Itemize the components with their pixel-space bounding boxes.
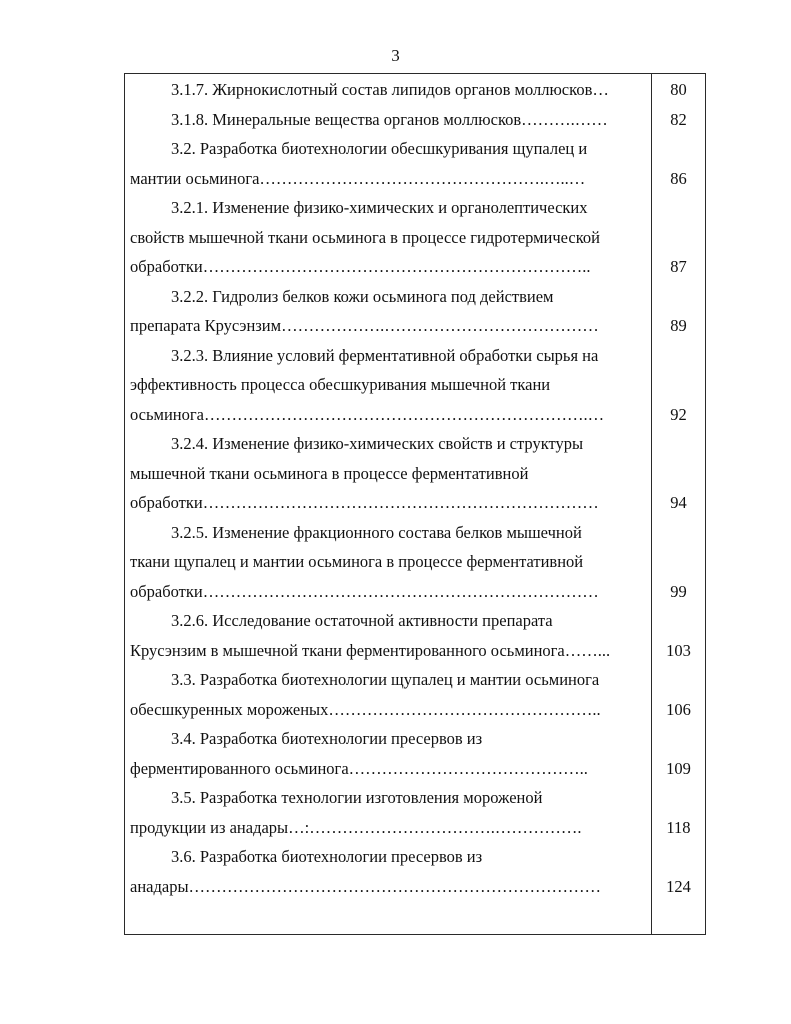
toc-page-ref: 103: [666, 640, 691, 660]
toc-entry-title: 3.1.8. Минеральные вещества органов моллюсков……….……: [171, 109, 608, 129]
toc-entry-continuation: обработки……………………………………………………………..: [130, 257, 591, 276]
toc-entry-title: 3.2.3. Влияние условий ферментативной обработки сырья на: [171, 345, 599, 365]
toc-entry-continuation: продукции из анадары…:…………………………….…………….: [130, 817, 582, 837]
toc-entry-title: 3.2.6. Исследование остаточной активности препарата: [171, 611, 553, 630]
toc-entry-continuation: обесшкуренных мороженых…………………………………………..: [130, 699, 601, 719]
toc-entry: [130, 429, 645, 518]
toc-entry-title: 3.2.4. Изменение физико-химических свойств и структуры: [171, 434, 584, 453]
toc-entry-continuation: осьминога…………………………………………………………….…: [130, 404, 605, 424]
toc-entry-title: 3.2. Разработка биотехнологии обесшкуривания щупалец и: [171, 139, 588, 158]
toc-entry-continuation: обработки………………………………………………………………: [130, 581, 599, 601]
toc-page-ref: 82: [670, 109, 687, 129]
toc-entry: [130, 665, 645, 724]
toc-entry-title: 3.6. Разработка биотехнологии пресервов из: [171, 847, 483, 866]
toc-entry-title: 3.2.2. Гидролиз белков кожи осьминога под действием: [171, 286, 554, 306]
toc-entry: [130, 724, 645, 783]
toc-entry-title: 3.2.5. Изменение фракционного состава белков мышечной: [171, 522, 582, 542]
toc-entry-title: 3.3. Разработка биотехнологии щупалец и мантии осьминога: [171, 670, 600, 689]
toc-page-ref: 92: [670, 404, 687, 424]
toc-page-ref: 118: [666, 817, 691, 837]
toc-page-ref: 86: [670, 168, 687, 188]
toc-entry: [130, 282, 645, 341]
toc-entry: [130, 75, 645, 105]
toc-page-ref: 106: [666, 699, 691, 719]
toc-entry: [130, 193, 645, 282]
toc-entry-title: 3.4. Разработка биотехнологии пресервов из: [171, 729, 483, 748]
toc-page-ref: 87: [670, 257, 687, 276]
toc-page-ref: 124: [666, 876, 691, 896]
toc-page-ref: 89: [670, 316, 687, 335]
toc-entry: [130, 134, 645, 193]
toc-page-ref: 109: [666, 758, 691, 778]
toc-entry-title: 3.2.1. Изменение физико-химических и органолептических: [171, 198, 588, 217]
toc-page-ref: 99: [670, 581, 687, 601]
toc-entry: [130, 105, 645, 135]
toc-entry-continuation: свойств мышечной ткани осьминога в процессе гидротермической: [130, 227, 600, 247]
toc-entry: [130, 606, 645, 665]
toc-entry-continuation: ткани щупалец и мантии осьминога в процессе ферментативной: [130, 552, 584, 571]
toc-entry-continuation: препарата Крусэнзим……………….…………………………………: [130, 316, 599, 335]
toc-entry-continuation: мышечной ткани осьминога в процессе ферментативной: [130, 463, 529, 483]
toc-entry-continuation: ферментированного осьминога……………………………………..: [130, 758, 588, 778]
toc-entry-title: 3.5. Разработка технологии изготовления мороженой: [171, 788, 543, 807]
toc-entry-continuation: анадары…………………………………………………………………: [130, 876, 602, 896]
toc-entry: [130, 783, 645, 842]
page-number: 3: [391, 46, 400, 65]
toc-page-ref: 80: [670, 80, 687, 99]
table-of-contents: [124, 73, 706, 935]
toc-entry: [130, 341, 645, 430]
toc-entry: [130, 518, 645, 607]
toc-entry-continuation: эффективность процесса обесшкуривания мышечной ткани: [130, 375, 551, 394]
toc-page-ref: 94: [670, 493, 687, 512]
toc-entry-continuation: Крусэнзим в мышечной ткани ферментированного осьминога……...: [130, 640, 611, 660]
toc-entry: [130, 842, 645, 901]
toc-entry-continuation: мантии осьминога…………………………………………….…..…: [130, 168, 586, 188]
toc-entry-continuation: обработки………………………………………………………………: [130, 493, 599, 512]
toc-entry-title: 3.1.7. Жирнокислотный состав липидов органов моллюсков…: [171, 80, 609, 99]
